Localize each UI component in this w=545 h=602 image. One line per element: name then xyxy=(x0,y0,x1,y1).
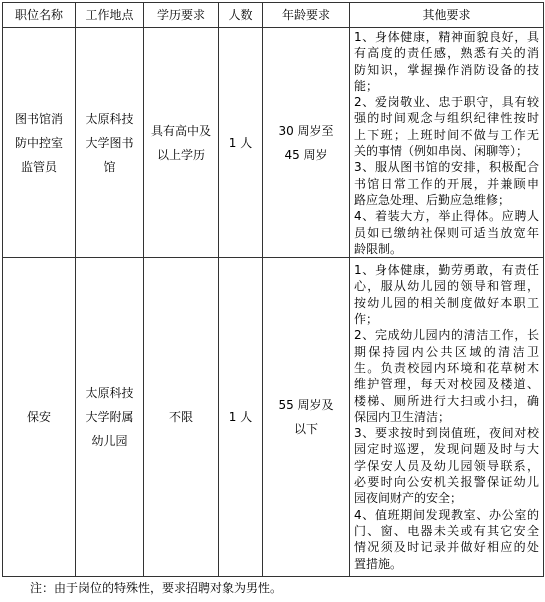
requirement-item xyxy=(354,507,539,572)
requirement-line: 路应急处理、后勤应急维修； xyxy=(354,192,511,207)
age-requirement xyxy=(263,119,349,167)
requirement-line: 1、身体健康，勤劳勇敢，有责任 xyxy=(354,263,539,278)
requirement-line: 园夜间财产的安全； xyxy=(354,491,463,506)
requirement-line: 4、着装大方，举止得体。应聘人 xyxy=(354,209,539,224)
requirement-line: 门、窗、电器未关或有其它安全 xyxy=(354,523,539,538)
age-cell xyxy=(263,28,350,258)
requirement-line: 楼梯、厕所进行大扫或小扫，确 xyxy=(354,393,539,408)
education-requirement: 具有高中及以上学历 xyxy=(150,123,211,162)
count-cell xyxy=(219,28,263,258)
work-location: 太原科技大学附属幼儿园 xyxy=(85,386,134,449)
age-line: 30 周岁至 xyxy=(278,123,334,138)
position-name: 图书馆消防中控室监管员 xyxy=(14,111,63,174)
requirement-line: 生。负责校园内环境和花草树木 xyxy=(354,360,539,375)
requirement-line: 置措施。 xyxy=(354,556,403,571)
requirement-item xyxy=(354,29,539,94)
requirement-line: 龄限制。 xyxy=(354,241,403,256)
other-requirements xyxy=(354,29,539,257)
table-row xyxy=(3,258,544,577)
age-line: 以下 xyxy=(293,422,318,437)
requirement-line: 作； xyxy=(354,312,379,327)
age-line: 55 周岁及 xyxy=(278,398,334,413)
requirement-line: 3、要求按时到岗值班，夜间对校 xyxy=(354,426,539,441)
work-location: 太原科技大学图书馆 xyxy=(85,111,134,174)
location-cell xyxy=(76,28,144,258)
header-other: 其他要求 xyxy=(350,3,544,28)
requirement-line: 2、完成幼儿园内的清洁工作，长 xyxy=(354,328,539,343)
requirement-line: 心，服从幼儿园的领导和管理， xyxy=(354,279,539,294)
header-count: 人数 xyxy=(219,3,263,28)
education-cell xyxy=(144,28,219,258)
requirement-line: 防知识，掌握操作消防设备的技 xyxy=(354,62,539,77)
recruitment-table xyxy=(2,2,544,577)
requirement-item xyxy=(354,425,539,506)
age-cell xyxy=(263,258,350,577)
header-position: 职位名称 xyxy=(3,3,76,28)
requirement-item xyxy=(354,159,539,208)
header-row xyxy=(3,3,544,28)
requirement-line: 关的事情（例如串岗、闲聊等）； xyxy=(354,144,529,159)
header-age: 年龄要求 xyxy=(263,3,350,28)
position-cell xyxy=(3,28,76,258)
age-line: 45 周岁 xyxy=(284,147,328,162)
header-education: 学历要求 xyxy=(144,3,219,28)
requirement-item xyxy=(354,94,539,159)
requirement-line: 书馆日常工作的开展，并兼顾申 xyxy=(354,176,539,191)
requirement-item xyxy=(354,208,539,257)
education-cell xyxy=(144,258,219,577)
requirement-line: 期保持园内公共区域的清洁卫 xyxy=(354,344,539,359)
requirement-line: 按幼儿园的相关制度做好本职工 xyxy=(354,295,539,310)
location-cell xyxy=(76,258,144,577)
other-requirements-cell xyxy=(350,28,544,258)
requirement-line: 学保安人员及幼儿园领导联系， xyxy=(354,458,539,473)
requirement-line: 维护管理，每天对校园及楼道、 xyxy=(354,377,539,392)
position-cell xyxy=(3,258,76,577)
requirement-line: 1、身体健康，精神面貌良好，具 xyxy=(354,30,539,44)
requirement-item xyxy=(354,262,539,327)
requirement-line: 2、爱岗敬业、忠于职守，具有较 xyxy=(354,95,539,110)
headcount: 1 人 xyxy=(228,135,253,150)
position-name: 保安 xyxy=(26,410,51,425)
requirement-line: 必要时向公安机关报警保证幼儿 xyxy=(354,475,539,490)
requirement-line: 4、值班期间发现教室、办公室的 xyxy=(354,507,539,522)
table-row xyxy=(3,28,544,258)
age-requirement xyxy=(263,393,349,441)
requirement-line: 上下班；上班时间不做与工作无 xyxy=(354,127,539,142)
requirement-line: 有高度的责任感，熟悉有关的消 xyxy=(354,46,539,61)
requirement-line: 园定时巡逻，发现问题及时与大 xyxy=(354,442,539,457)
headcount: 1 人 xyxy=(228,410,253,425)
requirement-item xyxy=(354,327,539,425)
requirement-line: 3、服从图书馆的安排，积极配合 xyxy=(354,160,539,175)
header-location: 工作地点 xyxy=(76,3,144,28)
requirement-line: 情况须及时记录并做好相应的处 xyxy=(354,540,539,555)
requirement-line: 强的时间观念与组织纪律性按时 xyxy=(354,111,539,126)
education-requirement: 不限 xyxy=(168,410,193,425)
other-requirements xyxy=(354,262,539,572)
count-cell xyxy=(219,258,263,577)
requirement-line: 保园内卫生清洁； xyxy=(354,409,451,424)
other-requirements-cell xyxy=(350,258,544,577)
requirement-line: 能； xyxy=(354,78,379,93)
requirement-line: 员如已缴纳社保则可适当放宽年 xyxy=(354,225,539,240)
footnote: 注：由于岗位的特殊性，要求招聘对象为男性。 xyxy=(30,581,283,595)
